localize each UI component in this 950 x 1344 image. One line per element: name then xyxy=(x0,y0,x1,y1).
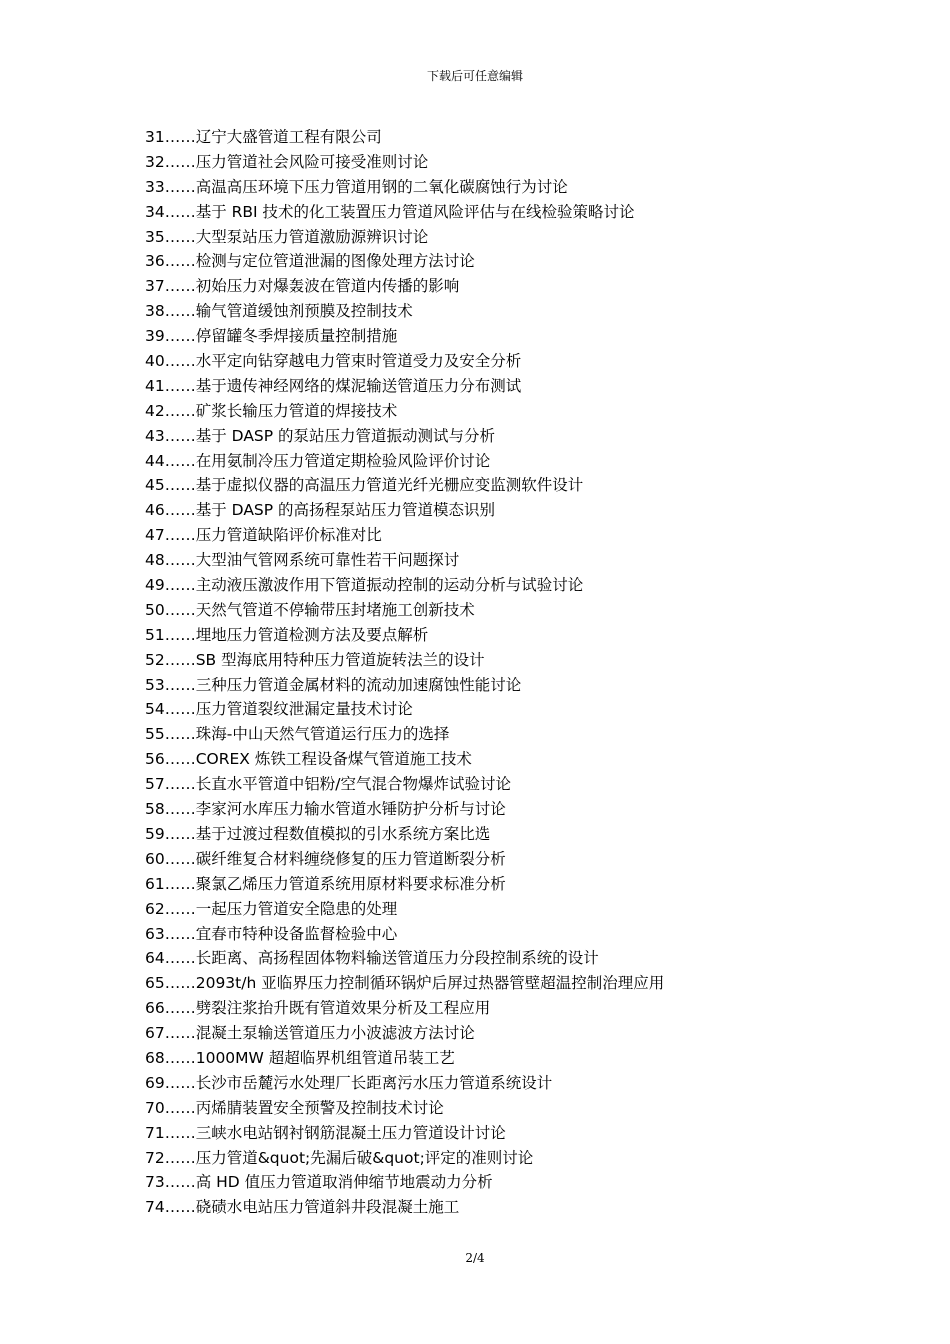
toc-item: 45……基于虚拟仪器的高温压力管道光纤光栅应变监测软件设计 xyxy=(145,476,584,495)
toc-item: 58……李家河水库压力输水管道水锤防护分析与讨论 xyxy=(145,800,506,819)
page-header: 下载后可任意编辑 xyxy=(426,69,523,83)
toc-item: 61……聚氯乙烯压力管道系统用原材料要求标准分析 xyxy=(145,874,506,893)
toc-item: 44……在用氨制冷压力管道定期检验风险评价讨论 xyxy=(145,451,491,470)
toc-item: 49……主动液压激波作用下管道振动控制的运动分析与试验讨论 xyxy=(145,576,584,595)
toc-item: 50……天然气管道不停输带压封堵施工创新技术 xyxy=(145,600,475,619)
toc-item: 38……输气管道缓蚀剂预膜及控制技术 xyxy=(145,302,413,321)
toc-item: 69……长沙市岳麓污水处理厂长距离污水压力管道系统设计 xyxy=(145,1073,553,1092)
toc-item: 63……宜春市特种设备监督检验中心 xyxy=(145,924,398,943)
toc-item: 41……基于遗传神经网络的煤泥输送管道压力分布测试 xyxy=(145,376,522,395)
toc-item: 64……长距离、高扬程固体物料输送管道压力分段控制系统的设计 xyxy=(145,949,599,968)
toc-item: 35……大型泵站压力管道激励源辨识讨论 xyxy=(145,227,429,246)
toc-item: 48……大型油气管网系统可靠性若干问题探讨 xyxy=(145,551,460,570)
toc-item: 43……基于 DASP 的泵站压力管道振动测试与分析 xyxy=(145,426,496,445)
toc-item: 51……埋地压力管道检测方法及要点解析 xyxy=(145,625,429,644)
toc-list xyxy=(145,125,865,1220)
toc-item: 71……三峡水电站钢衬钢筋混凝土压力管道设计讨论 xyxy=(145,1123,506,1142)
toc-item: 42……矿浆长输压力管道的焊接技术 xyxy=(145,401,398,420)
page-number: 2/4 xyxy=(465,1251,485,1265)
toc-item: 68……1000MW 超超临界机组管道吊装工艺 xyxy=(145,1048,455,1067)
toc-item: 46……基于 DASP 的高扬程泵站压力管道模态识别 xyxy=(145,501,496,520)
toc-item: 34……基于 RBI 技术的化工装置压力管道风险评估与在线检验策略讨论 xyxy=(145,202,635,221)
toc-item: 37……初始压力对爆轰波在管道内传播的影响 xyxy=(145,277,460,296)
toc-item: 72……压力管道&quot;先漏后破&quot;评定的准则讨论 xyxy=(145,1148,534,1167)
toc-item: 36……检测与定位管道泄漏的图像处理方法讨论 xyxy=(145,252,475,271)
toc-item: 56……COREX 炼铁工程设备煤气管道施工技术 xyxy=(145,750,472,769)
toc-item: 70……丙烯腈装置安全预警及控制技术讨论 xyxy=(145,1098,444,1117)
toc-item: 67……混凝土泵输送管道压力小波滤波方法讨论 xyxy=(145,1024,475,1043)
toc-item: 60……碳纤维复合材料缠绕修复的压力管道断裂分析 xyxy=(145,849,506,868)
toc-item: 73……高 HD 值压力管道取消伸缩节地震动力分析 xyxy=(145,1173,493,1192)
toc-item: 39……停留罐冬季焊接质量控制措施 xyxy=(145,327,398,346)
toc-item: 74……硗碛水电站压力管道斜井段混凝土施工 xyxy=(145,1198,460,1217)
toc-item: 32……压力管道社会风险可接受准则讨论 xyxy=(145,152,429,171)
toc-item: 66……劈裂注浆抬升既有管道效果分析及工程应用 xyxy=(145,999,491,1018)
toc-item: 54……压力管道裂纹泄漏定量技术讨论 xyxy=(145,700,413,719)
toc-item: 62……一起压力管道安全隐患的处理 xyxy=(145,899,398,918)
toc-item: 31……辽宁大盛管道工程有限公司 xyxy=(145,128,382,146)
toc-item: 59……基于过渡过程数值模拟的引水系统方案比选 xyxy=(145,824,491,843)
toc-item: 65……2093t/h 亚临界压力控制循环锅炉后屏过热器管壁超温控制治理应用 xyxy=(145,974,665,993)
toc-item: 40……水平定向钻穿越电力管束时管道受力及安全分析 xyxy=(145,352,522,371)
toc-item: 47……压力管道缺陷评价标准对比 xyxy=(145,526,382,545)
toc-item: 33……高温高压环境下压力管道用钢的二氧化碳腐蚀行为讨论 xyxy=(145,177,568,196)
toc-item: 52……SB 型海底用特种压力管道旋转法兰的设计 xyxy=(145,650,485,669)
toc-item: 53……三种压力管道金属材料的流动加速腐蚀性能讨论 xyxy=(145,675,522,694)
toc-item: 55……珠海-中山天然气管道运行压力的选择 xyxy=(145,725,450,744)
toc-item: 57……长直水平管道中铝粉/空气混合物爆炸试验讨论 xyxy=(145,775,511,794)
